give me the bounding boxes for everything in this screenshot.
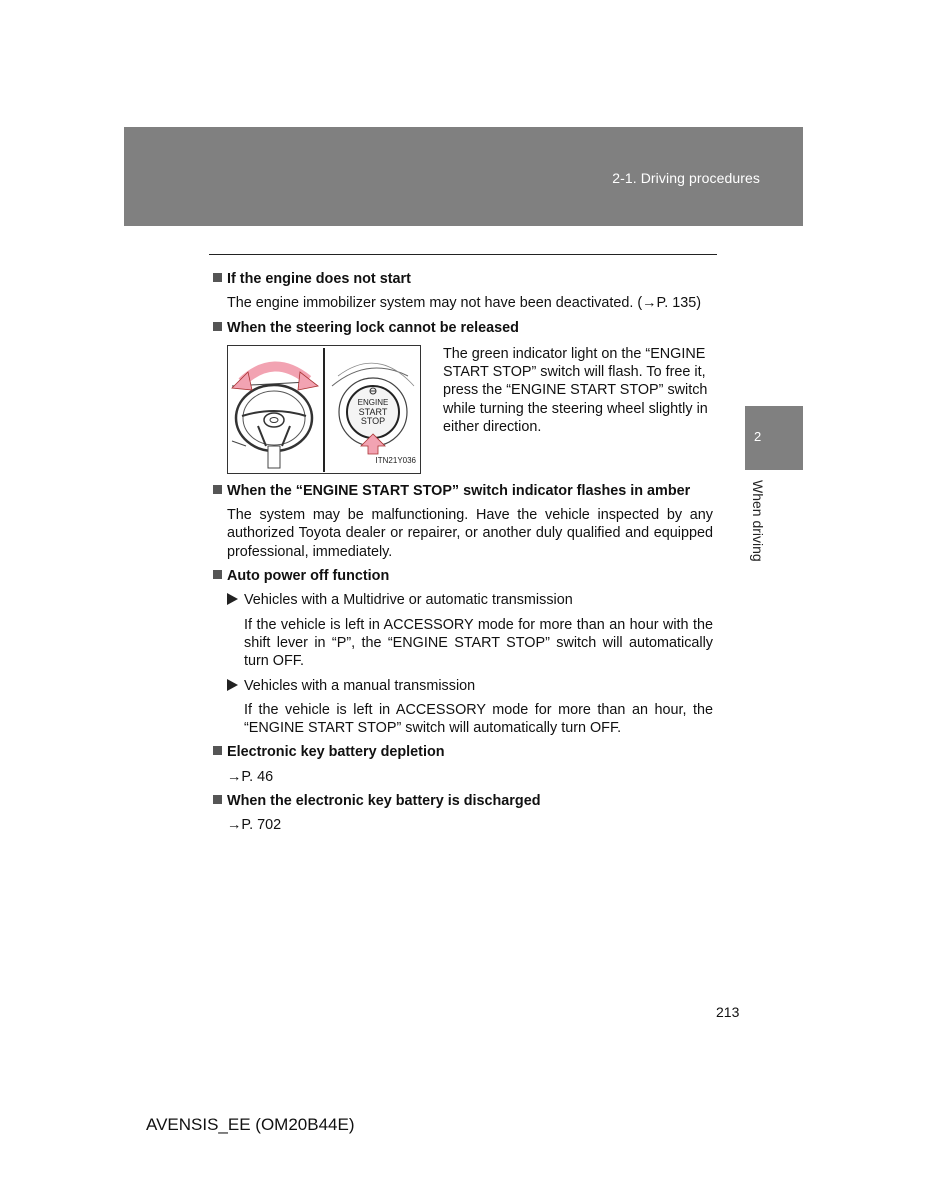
page-reference-link[interactable]: →P. 46 xyxy=(227,768,274,785)
section-title: 2-1. Driving procedures xyxy=(612,170,760,186)
header-band xyxy=(124,127,803,226)
square-bullet-icon xyxy=(213,485,222,494)
heading-key-depletion xyxy=(213,743,713,761)
heading-engine-not-start xyxy=(213,270,713,288)
top-rule xyxy=(209,254,717,255)
main-content xyxy=(213,270,713,841)
sub-item-title: Vehicles with a manual transmission xyxy=(244,677,476,694)
button-label-engine: ENGINE xyxy=(357,397,389,407)
sub-item-title: Vehicles with a Multidrive or automatic transmission xyxy=(244,592,573,609)
steering-lock-text: The green indicator light on the “ENGINE START STOP” switch will flash. To free it, press the “ENGINE START STOP” switch while turning the steering wheel slightly in either direction. xyxy=(443,345,708,436)
heading-text: When the electronic key battery is discharged xyxy=(227,793,541,810)
square-bullet-icon xyxy=(213,746,222,755)
heading-text: When the steering lock cannot be released xyxy=(227,319,519,336)
heading-steering-lock xyxy=(213,319,713,337)
sub-item-manual xyxy=(227,677,713,695)
sub-item-manual-text: If the vehicle is left in ACCESSORY mode for more than an hour, the “ENGINE START STOP” switch will automatically turn OFF. xyxy=(244,701,713,737)
chapter-label: When driving xyxy=(750,480,766,562)
chapter-number: 2 xyxy=(754,429,762,444)
heading-text: If the engine does not start xyxy=(227,271,411,287)
steering-wheel-illustration xyxy=(227,345,421,474)
triangle-bullet-icon xyxy=(227,679,238,691)
steering-lock-figure-row xyxy=(227,345,713,474)
heading-amber xyxy=(213,482,713,500)
square-bullet-icon xyxy=(213,795,222,804)
heading-key-discharged xyxy=(213,792,713,810)
square-bullet-icon xyxy=(213,322,222,331)
heading-text: When the “ENGINE START STOP” switch indicator flashes in amber xyxy=(227,482,691,499)
heading-text: Auto power off function xyxy=(227,568,390,585)
sub-item-automatic xyxy=(227,591,713,609)
button-label-start: START xyxy=(358,406,388,417)
button-label-stop: STOP xyxy=(360,415,386,426)
heading-auto-power-off xyxy=(213,567,713,585)
amber-text: The system may be malfunctioning. Have the vehicle inspected by any authorized Toyota dealer or repairer, or another duly qualified and equipped professional, immediately. xyxy=(227,507,713,560)
square-bullet-icon xyxy=(213,570,222,579)
heading-text: Electronic key battery depletion xyxy=(227,744,445,761)
page-reference-link[interactable]: →P. 702 xyxy=(227,817,282,834)
page-number: 213 xyxy=(716,1004,740,1020)
engine-not-start-text: The engine immobilizer system may not have been deactivated. (→P. 135) xyxy=(227,295,702,312)
footer-model-code: AVENSIS_EE (OM20B44E) xyxy=(146,1115,355,1134)
square-bullet-icon xyxy=(213,273,222,282)
figure-caption: ITN21Y036 xyxy=(375,455,416,465)
chapter-tab[interactable] xyxy=(745,406,803,470)
triangle-bullet-icon xyxy=(227,593,238,605)
sub-item-automatic-text: If the vehicle is left in ACCESSORY mode for more than an hour with the shift lever in “P”, the “ENGINE START STOP” switch will automatically turn OFF. xyxy=(244,616,713,670)
